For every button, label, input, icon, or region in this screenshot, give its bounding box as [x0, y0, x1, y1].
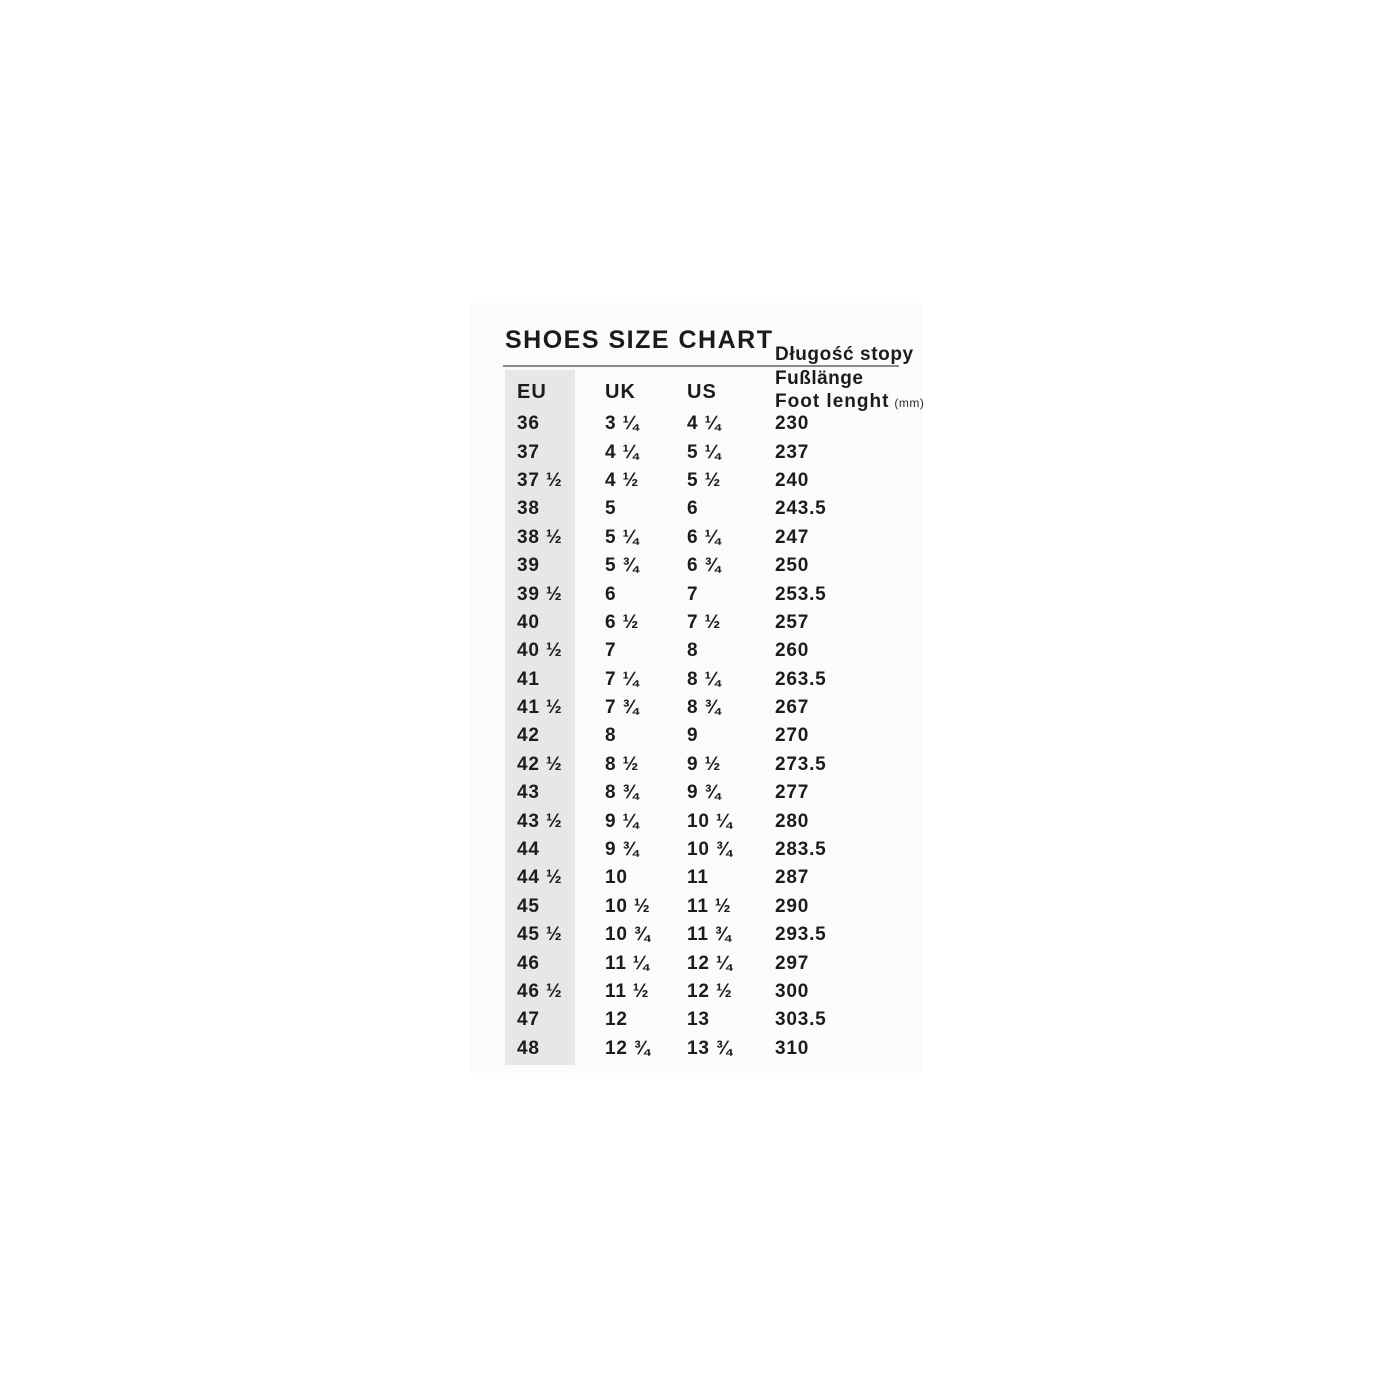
table-row: [505, 694, 925, 722]
cell-eu-size: 41 ½: [517, 697, 563, 719]
cell-uk-size: 5 ¼: [605, 526, 640, 548]
cell-foot-length-mm: 267: [775, 697, 810, 719]
table-row: [505, 467, 925, 495]
cell-uk-size: 5 ¾: [605, 555, 640, 577]
table-row: [505, 921, 925, 949]
cell-us-size: 12 ½: [687, 981, 733, 1002]
cell-foot-length-mm: 260: [775, 640, 810, 662]
cell-foot-length-mm: 297: [775, 952, 810, 974]
cell-foot-length-mm: 250: [775, 555, 810, 577]
table-row: [505, 637, 925, 665]
cell-eu-size: 38: [517, 498, 540, 520]
cell-eu-size: 40: [517, 611, 540, 633]
column-header-us: US: [687, 381, 717, 403]
cell-us-size: 4 ¼: [687, 413, 722, 435]
cell-uk-size: 11 ½: [605, 981, 650, 1002]
cell-us-size: 5 ½: [687, 469, 722, 491]
cell-us-size: 12 ¼: [687, 952, 733, 974]
cell-foot-length-mm: 283.5: [775, 839, 827, 861]
cell-foot-length-mm: 310: [775, 1037, 810, 1059]
cell-foot-length-mm: 270: [775, 725, 810, 747]
cell-uk-size: 11 ¼: [605, 952, 650, 974]
column-header-eu: EU: [517, 381, 547, 403]
table-row: [505, 893, 925, 921]
cell-us-size: 6: [687, 498, 699, 520]
cell-uk-size: 6: [605, 583, 617, 605]
length-header-pl: Długość stopy: [775, 344, 914, 365]
cell-eu-size: 36: [517, 413, 540, 435]
table-row: [505, 666, 925, 694]
cell-eu-size: 39: [517, 555, 540, 577]
cell-eu-size: 43 ½: [517, 810, 563, 832]
table-row: [505, 580, 925, 608]
cell-foot-length-mm: 300: [775, 981, 810, 1002]
cell-uk-size: 9 ¼: [605, 810, 640, 832]
cell-uk-size: 8 ½: [605, 753, 640, 775]
table-row: [505, 722, 925, 750]
cell-eu-size: 43: [517, 782, 540, 804]
cell-uk-size: 4 ½: [605, 469, 640, 491]
cell-eu-size: 47: [517, 1009, 540, 1031]
cell-us-size: 6 ¼: [687, 526, 722, 548]
cell-uk-size: 10: [605, 867, 628, 889]
cell-us-size: 11: [687, 867, 709, 889]
cell-us-size: 9: [687, 725, 699, 747]
cell-foot-length-mm: 303.5: [775, 1009, 827, 1031]
cell-uk-size: 12: [605, 1009, 628, 1031]
cell-uk-size: 6 ½: [605, 611, 640, 633]
cell-us-size: 9 ¾: [687, 782, 722, 804]
cell-eu-size: 42: [517, 725, 540, 747]
table-row: [505, 751, 925, 779]
cell-foot-length-mm: 263.5: [775, 668, 827, 690]
table-row: [505, 978, 925, 1006]
cell-eu-size: 46: [517, 952, 540, 974]
table-row: [505, 779, 925, 807]
cell-eu-size: 37 ½: [517, 469, 563, 491]
cell-eu-size: 42 ½: [517, 753, 563, 775]
length-unit-label: (mm): [894, 396, 925, 410]
cell-eu-size: 45: [517, 895, 540, 917]
cell-foot-length-mm: 277: [775, 782, 810, 804]
column-header-uk: UK: [605, 381, 636, 403]
cell-uk-size: 9 ¾: [605, 839, 640, 861]
cell-foot-length-mm: 280: [775, 810, 810, 832]
cell-uk-size: 7 ¾: [605, 697, 640, 719]
cell-eu-size: 44 ½: [517, 867, 563, 889]
cell-us-size: 8: [687, 640, 699, 662]
cell-uk-size: 7 ¼: [605, 668, 640, 690]
cell-us-size: 13 ¾: [687, 1037, 733, 1059]
cell-uk-size: 7: [605, 640, 617, 662]
table-row: [505, 1006, 925, 1034]
table-row: [505, 864, 925, 892]
length-header-de: Fußlänge: [775, 368, 864, 389]
cell-us-size: 8 ¾: [687, 697, 722, 719]
cell-foot-length-mm: 293.5: [775, 924, 827, 946]
cell-eu-size: 46 ½: [517, 981, 563, 1002]
cell-us-size: 10 ¼: [687, 810, 733, 832]
cell-eu-size: 39 ½: [517, 583, 563, 605]
table-row: [505, 495, 925, 523]
cell-uk-size: 8 ¾: [605, 782, 640, 804]
cell-foot-length-mm: 287: [775, 867, 810, 889]
cell-uk-size: 12 ¾: [605, 1037, 651, 1059]
cell-eu-size: 45 ½: [517, 924, 563, 946]
cell-eu-size: 37: [517, 441, 540, 463]
cell-foot-length-mm: 247: [775, 526, 810, 548]
cell-uk-size: 3 ¼: [605, 413, 640, 435]
cell-eu-size: 44: [517, 839, 540, 861]
table-row: [505, 609, 925, 637]
cell-us-size: 11 ½: [687, 895, 732, 917]
cell-eu-size: 40 ½: [517, 640, 563, 662]
cell-foot-length-mm: 290: [775, 895, 810, 917]
cell-us-size: 6 ¾: [687, 555, 722, 577]
cell-us-size: 10 ¾: [687, 839, 733, 861]
cell-foot-length-mm: 230: [775, 413, 810, 435]
cell-us-size: 5 ¼: [687, 441, 722, 463]
table-row: [505, 438, 925, 466]
cell-us-size: 7 ½: [687, 611, 722, 633]
cell-foot-length-mm: 237: [775, 441, 810, 463]
table-body: [505, 410, 925, 1063]
cell-eu-size: 38 ½: [517, 526, 563, 548]
cell-foot-length-mm: 240: [775, 469, 810, 491]
cell-us-size: 7: [687, 583, 699, 605]
table-row: [505, 410, 925, 438]
cell-uk-size: 4 ¼: [605, 441, 640, 463]
cell-uk-size: 5: [605, 498, 617, 520]
table-row: [505, 836, 925, 864]
cell-eu-size: 41: [517, 668, 540, 690]
table-row: [505, 807, 925, 835]
cell-foot-length-mm: 253.5: [775, 583, 827, 605]
cell-foot-length-mm: 257: [775, 611, 810, 633]
table-row: [505, 1035, 925, 1063]
table-row: [505, 524, 925, 552]
cell-uk-size: 8: [605, 725, 617, 747]
cell-us-size: 9 ½: [687, 753, 722, 775]
cell-foot-length-mm: 273.5: [775, 753, 827, 775]
cell-uk-size: 10 ½: [605, 895, 651, 917]
page-title: SHOES SIZE CHART: [505, 326, 774, 354]
cell-eu-size: 48: [517, 1037, 540, 1059]
length-header-en-label: Foot lenght: [775, 391, 890, 412]
cell-foot-length-mm: 243.5: [775, 498, 827, 520]
table-row: [505, 552, 925, 580]
cell-us-size: 8 ¼: [687, 668, 722, 690]
table-row: [505, 949, 925, 977]
cell-us-size: 11 ¾: [687, 924, 732, 946]
cell-us-size: 13: [687, 1009, 710, 1031]
header-divider-line: [503, 365, 899, 367]
cell-uk-size: 10 ¾: [605, 924, 651, 946]
